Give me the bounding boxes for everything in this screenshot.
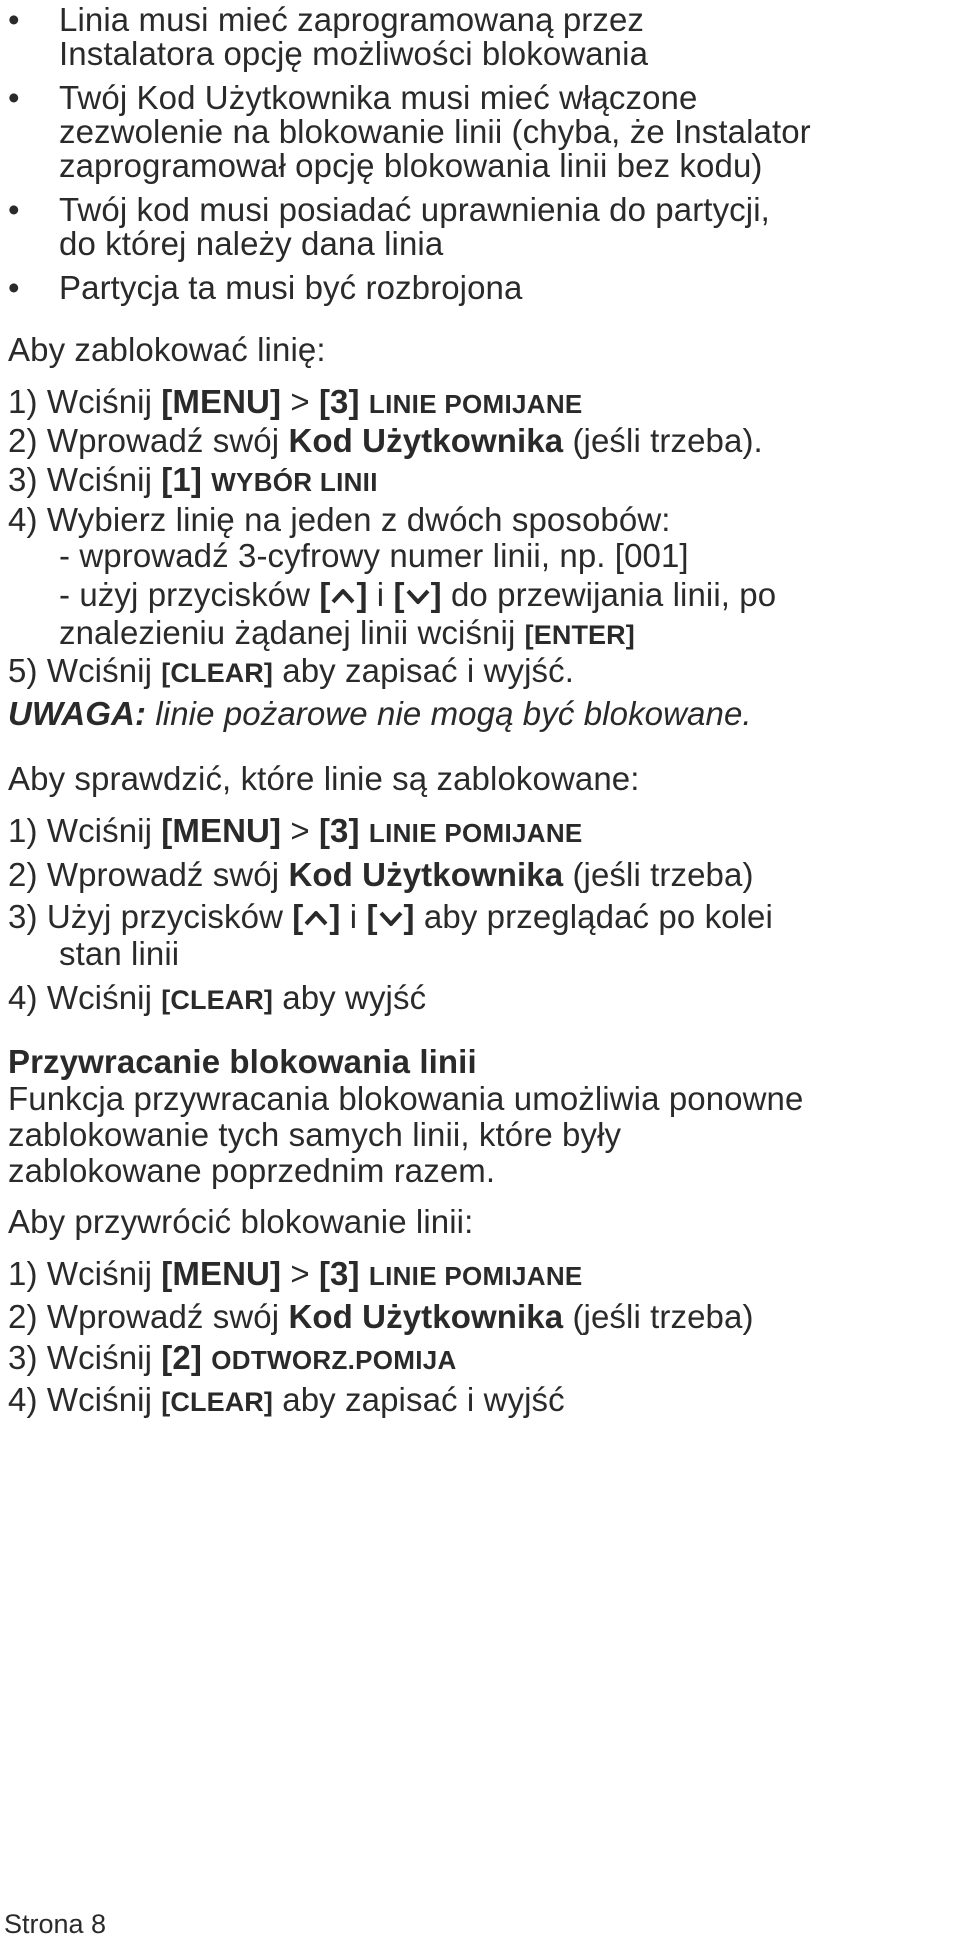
- lock-step-2: [8, 421, 763, 461]
- lock-step-1: [8, 382, 583, 424]
- menu-label: LINIE POMIJANE: [368, 389, 583, 419]
- step-number: 4): [8, 501, 38, 538]
- down-key: [ ]: [393, 576, 442, 613]
- step-text: Wciśnij: [46, 812, 162, 849]
- step-number: 4): [8, 979, 38, 1016]
- requirement-2-line3: zaprogramował opcję blokowania linii bez kodu): [59, 147, 763, 184]
- step-text: Wciśnij: [46, 461, 162, 498]
- chevron-up-icon: [303, 907, 329, 929]
- step-text: Wprowadź swój: [46, 1298, 289, 1335]
- step-text: znalezieniu żądanej linii wciśnij: [59, 614, 525, 651]
- requirement-2-line2: zezwolenie na blokowanie linii (chyba, że Instalator: [59, 113, 811, 150]
- chevron-up-icon: [330, 585, 356, 607]
- step-text: Wprowadź swój: [46, 422, 289, 459]
- key-label: [MENU]: [161, 812, 282, 849]
- restore-step-4: [8, 1380, 565, 1422]
- key-label: [CLEAR]: [161, 658, 273, 688]
- step-text: aby zapisać i wyjść: [272, 1381, 565, 1418]
- restore-paragraph-line2: zablokowanie tych samych linii, które były: [8, 1116, 622, 1153]
- step-text: (jeśli trzeba).: [563, 422, 763, 459]
- step-text: Wciśnij: [46, 652, 162, 689]
- step-text: i: [340, 898, 367, 935]
- requirement-1-line1: Linia musi mieć zaprogramowaną przez: [59, 1, 645, 38]
- key-label: [MENU]: [161, 383, 282, 420]
- step-number: 3): [8, 461, 38, 498]
- step-number: 1): [8, 383, 38, 420]
- bullet: •: [8, 79, 20, 116]
- lock-step-4-option-2-line2: [59, 613, 635, 655]
- step-text: Wciśnij: [46, 1339, 162, 1376]
- check-step-2: [8, 855, 754, 895]
- check-step-1: [8, 811, 583, 853]
- restore-heading: Przywracanie blokowania linii: [8, 1043, 477, 1080]
- note-label: UWAGA:: [8, 695, 147, 732]
- bullet: •: [8, 1, 20, 38]
- step-text: Wciśnij: [46, 1381, 162, 1418]
- restore-step-1: [8, 1254, 583, 1296]
- step-text: - użyj przycisków: [59, 576, 320, 613]
- menu-label: LINIE POMIJANE: [368, 1261, 583, 1291]
- step-text: (jeśli trzeba): [563, 1298, 754, 1335]
- bold-term: Kod Użytkownika: [288, 856, 564, 893]
- step-number: 2): [8, 856, 38, 893]
- bullet: •: [8, 269, 20, 306]
- lock-intro: Aby zablokować linię:: [8, 331, 326, 368]
- key-label: [3]: [318, 383, 360, 420]
- requirement-2-line1: Twój Kod Użytkownika musi mieć włączone: [59, 79, 698, 116]
- step-text: >: [281, 812, 319, 849]
- step-number: 1): [8, 812, 38, 849]
- up-key: [ ]: [292, 898, 341, 935]
- bold-term: Kod Użytkownika: [288, 422, 564, 459]
- menu-label: LINIE POMIJANE: [368, 818, 583, 848]
- restore-paragraph-line3: zablokowane poprzednim razem.: [8, 1152, 496, 1189]
- lock-step-5: [8, 651, 574, 693]
- restore-paragraph-line1: Funkcja przywracania blokowania umożliwia ponowne: [8, 1080, 804, 1117]
- chevron-down-icon: [405, 585, 431, 607]
- chevron-down-icon: [378, 907, 404, 929]
- bullet: •: [8, 191, 20, 228]
- down-key: [ ]: [366, 898, 415, 935]
- check-step-4: [8, 978, 426, 1020]
- step-text: aby zapisać i wyjść.: [272, 652, 575, 689]
- key-label: [3]: [318, 1255, 360, 1292]
- step-text: Wciśnij: [46, 979, 162, 1016]
- key-label: [2]: [161, 1339, 202, 1376]
- lock-step-3: [8, 460, 378, 502]
- step-number: 3): [8, 1339, 38, 1376]
- note-text: linie pożarowe nie mogą być blokowane.: [146, 695, 752, 732]
- step-text: do przewijania linii, po: [441, 576, 777, 613]
- step-number: 2): [8, 1298, 38, 1335]
- step-number: 3): [8, 898, 38, 935]
- restore-step-3: [8, 1338, 457, 1380]
- step-text: aby wyjść: [272, 979, 427, 1016]
- step-number: 2): [8, 422, 38, 459]
- requirement-4-line1: Partycja ta musi być rozbrojona: [59, 269, 523, 306]
- key-label: [ENTER]: [524, 620, 635, 650]
- step-text: aby przeglądać po kolei: [414, 898, 773, 935]
- requirement-3-line2: do której należy dana linia: [59, 225, 444, 262]
- step-text: (jeśli trzeba): [563, 856, 754, 893]
- menu-label: ODTWORZ.POMIJA: [211, 1345, 457, 1375]
- check-intro: Aby sprawdzić, które linie są zablokowane:: [8, 760, 640, 797]
- step-text: Wybierz linię na jeden z dwóch sposobów:: [46, 501, 671, 538]
- key-label: [1]: [161, 461, 202, 498]
- step-text: i: [367, 576, 394, 613]
- lock-note: [8, 694, 752, 734]
- key-label: [CLEAR]: [161, 1387, 273, 1417]
- key-label: [CLEAR]: [161, 985, 273, 1015]
- step-text: Wprowadź swój: [46, 856, 289, 893]
- key-label: [MENU]: [161, 1255, 282, 1292]
- lock-step-4-option-2: [59, 575, 776, 615]
- step-text: Wciśnij: [46, 383, 162, 420]
- step-number: 4): [8, 1381, 38, 1418]
- lock-step-4-option-1: - wprowadź 3-cyfrowy numer linii, np. [001]: [59, 537, 689, 574]
- restore-step-2: [8, 1297, 754, 1337]
- requirement-1-line2: Instalatora opcję możliwości blokowania: [59, 35, 649, 72]
- step-number: 5): [8, 652, 38, 689]
- requirement-3-line1: Twój kod musi posiadać uprawnienia do partycji,: [59, 191, 770, 228]
- step-number: 1): [8, 1255, 38, 1292]
- step-text: >: [281, 383, 319, 420]
- menu-label: WYBÓR LINII: [211, 467, 378, 497]
- page-number: Strona 8: [4, 1909, 107, 1939]
- step-text: >: [281, 1255, 319, 1292]
- check-step-3: [8, 897, 773, 937]
- step-text: Użyj przycisków: [46, 898, 293, 935]
- lock-step-4: [8, 500, 671, 540]
- check-step-3-line2: stan linii: [59, 935, 180, 972]
- up-key: [ ]: [319, 576, 368, 613]
- step-text: Wciśnij: [46, 1255, 162, 1292]
- restore-intro: Aby przywrócić blokowanie linii:: [8, 1203, 474, 1240]
- bold-term: Kod Użytkownika: [288, 1298, 564, 1335]
- key-label: [3]: [318, 812, 360, 849]
